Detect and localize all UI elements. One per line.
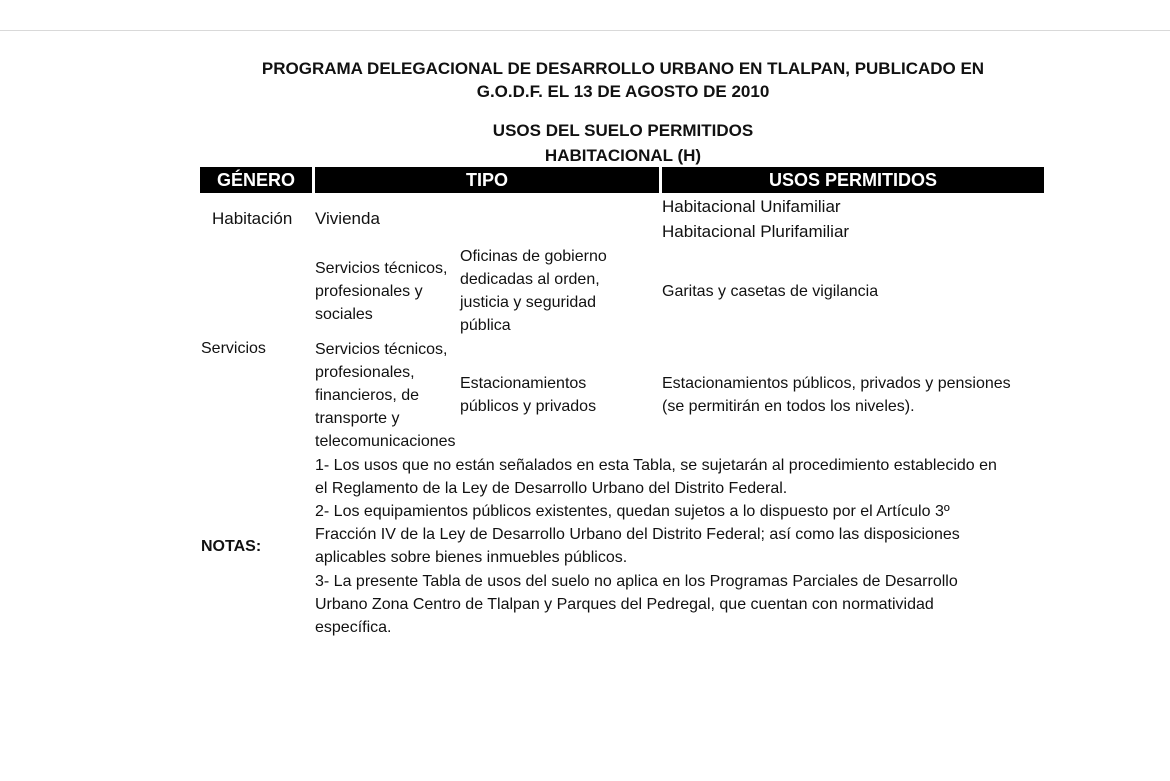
servicios-row2-uso-line: Estacionamientos públicos, privados y pensiones xyxy=(662,375,1011,392)
document-title-line2: G.O.D.F. EL 13 DE AGOSTO DE 2010 xyxy=(476,82,770,101)
servicios-row2-subtipo-line: Estacionamientos xyxy=(460,375,587,392)
note-line: Fracción IV de la Ley de Desarrollo Urbano del Distrito Federal; así como las disposiciones xyxy=(315,526,960,543)
servicios-row2-subtipo-line: públicos y privados xyxy=(460,398,597,415)
document-title-line1: PROGRAMA DELEGACIONAL DE DESARROLLO URBANO EN TLALPAN, PUBLICADO EN xyxy=(261,59,985,78)
servicios-row2-tipo-line: financieros, de xyxy=(315,387,420,404)
servicios-row1-subtipo-line: justicia y seguridad xyxy=(460,294,597,311)
servicios-row1-subtipo-line: pública xyxy=(460,317,511,334)
servicios-row2-tipo-line: Servicios técnicos, xyxy=(315,341,448,358)
servicios-row1-subtipo-line: dedicadas al orden, xyxy=(460,271,600,288)
habitacion-uso-2: Habitacional Plurifamiliar xyxy=(662,222,850,241)
servicios-row1-tipo-line: Servicios técnicos, xyxy=(315,260,448,277)
servicios-row1-subtipo-line: Oficinas de gobierno xyxy=(460,248,607,265)
header-usos-permitidos: USOS PERMITIDOS xyxy=(662,167,1044,193)
notes-label: NOTAS: xyxy=(201,538,262,555)
habitacion-tipo: Vivienda xyxy=(315,209,380,228)
servicios-row2-uso-line: (se permitirán en todos los niveles). xyxy=(662,398,915,415)
servicios-genero: Servicios xyxy=(201,340,266,357)
note-line: 3- La presente Tabla de usos del suelo no aplica en los Programas Parciales de Desarrollo xyxy=(315,573,958,590)
servicios-row2-tipo-line: telecomunicaciones xyxy=(315,433,456,450)
header-tipo: TIPO xyxy=(315,167,659,193)
note-line: el Reglamento de la Ley de Desarrollo Urbano del Distrito Federal. xyxy=(315,480,788,497)
note-line: específica. xyxy=(315,619,392,636)
note-line: Urbano Zona Centro de Tlalpan y Parques del Pedregal, que cuentan con normatividad xyxy=(315,596,934,613)
servicios-row1-uso: Garitas y casetas de vigilancia xyxy=(662,283,879,300)
top-divider xyxy=(0,30,1170,31)
servicios-row2-tipo-line: profesionales, xyxy=(315,364,415,381)
header-genero: GÉNERO xyxy=(200,167,312,193)
servicios-row1-tipo-line: sociales xyxy=(315,306,373,323)
servicios-row1-tipo-line: profesionales y xyxy=(315,283,423,300)
servicios-row2-tipo-line: transporte y xyxy=(315,410,400,427)
table-subtitle-line1: USOS DEL SUELO PERMITIDOS xyxy=(492,121,754,140)
note-line: 1- Los usos que no están señalados en esta Tabla, se sujetarán al procedimiento establecido en xyxy=(315,457,997,474)
note-line: aplicables sobre bienes inmuebles públicos. xyxy=(315,549,628,566)
table-subtitle-line2: HABITACIONAL (H) xyxy=(544,146,702,165)
habitacion-genero: Habitación xyxy=(212,209,293,228)
habitacion-uso-1: Habitacional Unifamiliar xyxy=(662,197,841,216)
note-line: 2- Los equipamientos públicos existentes, quedan sujetos a lo dispuesto por el Artículo 3º xyxy=(315,503,950,520)
